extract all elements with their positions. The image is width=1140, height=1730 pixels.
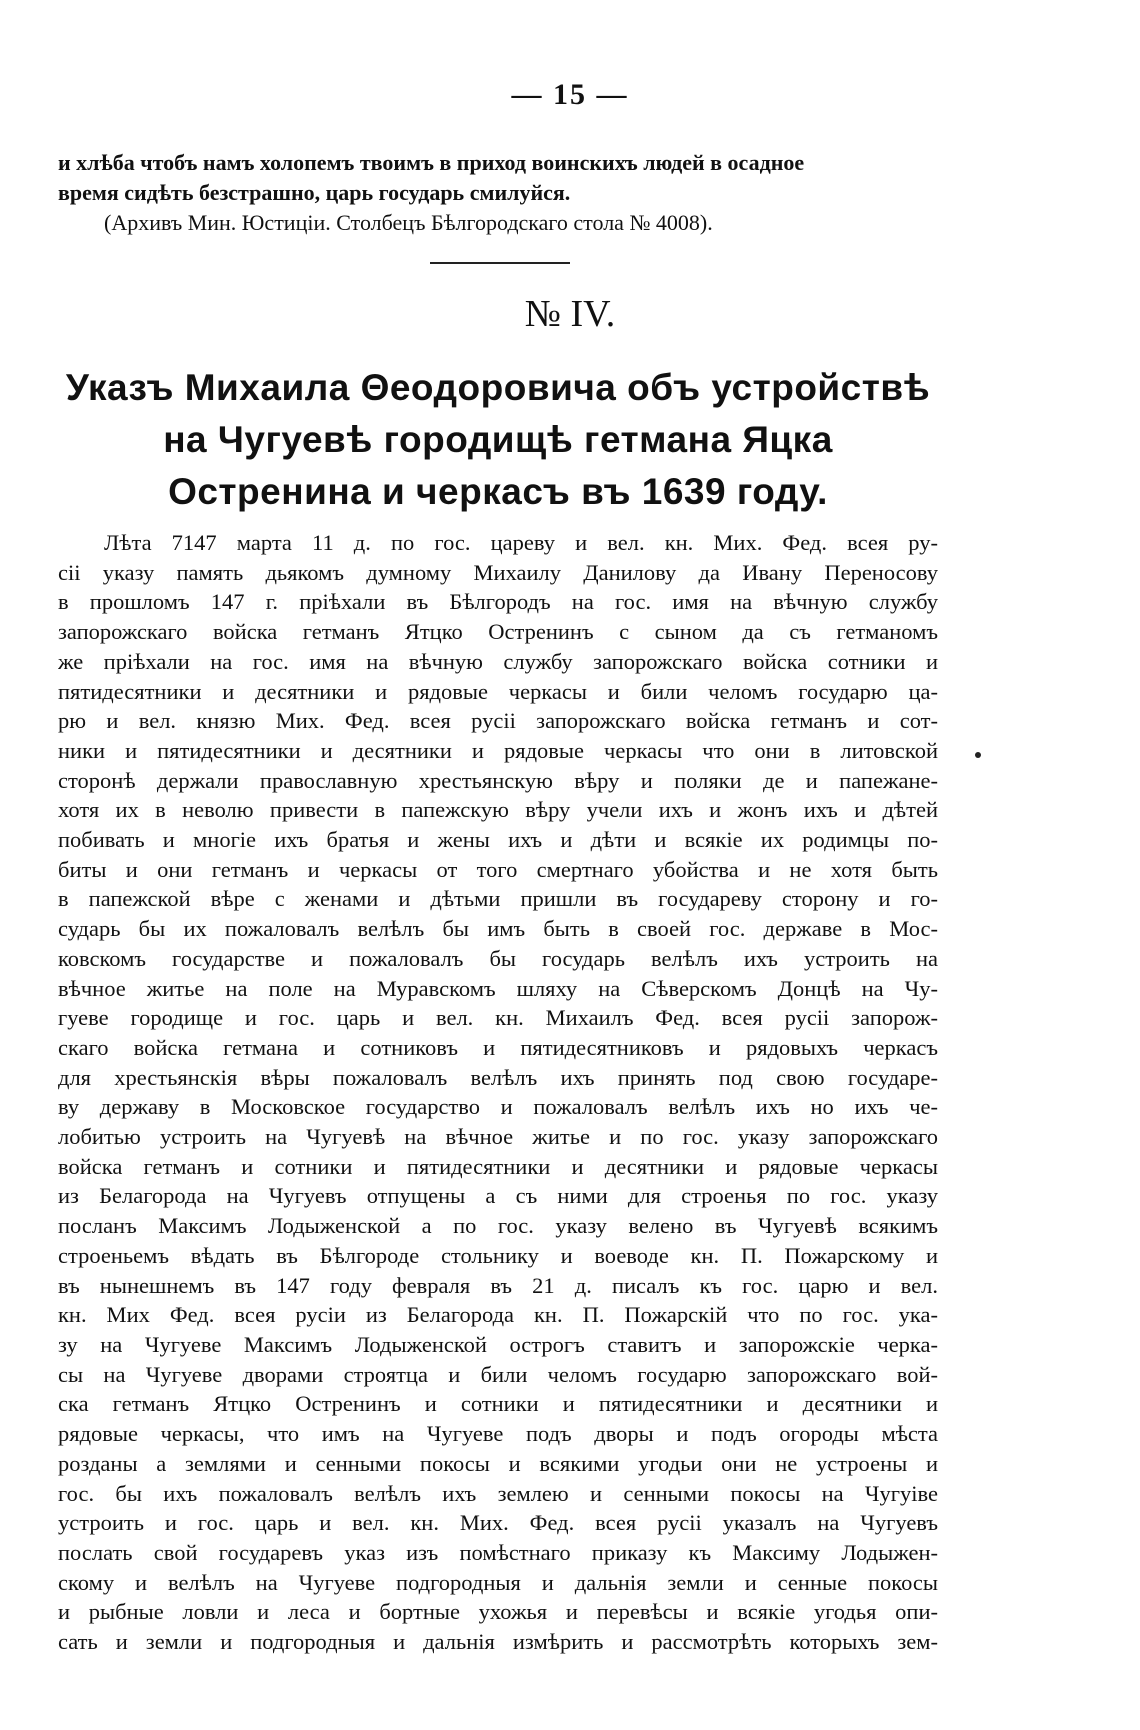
body-line: сы на Чугуеве дворами строятца и били челомъ государю запорожскаго вой- bbox=[58, 1361, 938, 1387]
document-body bbox=[58, 528, 938, 1657]
body-line: запорожскаго войска гетманъ Ятцко Остренинъ с сыном да съ гетманомъ bbox=[58, 619, 938, 645]
body-line: гос. бы ихъ пожаловалъ велѣлъ ихъ землею и сенными покосы на Чугуіве bbox=[58, 1480, 938, 1506]
body-line: устроить и гос. царь и вел. кн. Мих. Фед. всея русіі указалъ на Чугуевъ bbox=[58, 1510, 938, 1536]
body-line: и рыбные ловли и леса и бортные ухожья и перевѣсы и всякіе угодья опи- bbox=[58, 1599, 938, 1625]
archive-source-citation: (Архивъ Мин. Юстиціи. Столбецъ Бѣлгородскаго стола № 4008). bbox=[104, 210, 713, 235]
body-line: хотя их в неволю привести в папежскую вѣру учели ихъ и жонъ ихъ и дѣтей bbox=[58, 797, 938, 823]
body-line: въ нынешнемъ въ 147 году февраля въ 21 д. писалъ къ гос. царю и вел. bbox=[58, 1272, 938, 1298]
body-line: ска гетманъ Ятцко Остренинъ и сотники и пятидесятники и десятники и bbox=[58, 1391, 938, 1417]
body-line: лобитью устроить на Чугуевѣ на вѣчное житье и по гос. указу запорожскаго bbox=[58, 1124, 938, 1150]
document-number: № IV. bbox=[524, 293, 616, 335]
body-line: сторонѣ держали православную хрестьянскую вѣру и поляки де и папежане- bbox=[58, 767, 938, 793]
body-line: ву державу в Московское государство и пожаловалъ велѣлъ ихъ но ихъ че- bbox=[58, 1094, 938, 1120]
body-line: скаго войска гетмана и сотниковъ и пятидесятниковъ и рядовыхъ черкасъ bbox=[58, 1034, 938, 1060]
body-line: гуеве городище и гос. царь и вел. кн. Михаилъ Фед. всея русіі запорож- bbox=[58, 1005, 938, 1031]
body-line: сіі указу память дьякомъ думному Михаилу Данилову да Ивану Переносову bbox=[58, 559, 938, 585]
body-line: рядовые черкасы, что имъ на Чугуеве подъ дворы и подъ огороды мѣста bbox=[58, 1421, 938, 1447]
body-line: в прошломъ 147 г. пріѣхали въ Бѣлгородъ на гос. имя на вѣчную службу bbox=[58, 589, 938, 615]
body-line: рю и вел. князю Мих. Фед. всея русіі запорожскаго войска гетманъ и сот- bbox=[58, 708, 938, 734]
body-line: вѣчное житье на поле на Муравскомъ шляху на Сѣверскомъ Донцѣ на Чу- bbox=[58, 975, 938, 1001]
body-line: скому и велѣлъ на Чугуеве подгородныя и дальнія земли и сенные покосы bbox=[58, 1569, 938, 1595]
page-number: — 15 — bbox=[511, 78, 629, 111]
body-line: Лѣта 7147 марта 11 д. по гос. цареву и вел. кн. Мих. Фед. всея ру- bbox=[104, 530, 938, 555]
body-line: зу на Чугуеве Максимъ Лодыженской острогъ ставитъ и запорожскіе черка- bbox=[58, 1331, 938, 1357]
body-line: ники и пятидесятники и десятники и рядовые черкасы что они в литовской bbox=[58, 737, 938, 763]
body-line: пятидесятники и десятники и рядовые черкасы и били челомъ государю ца- bbox=[58, 678, 938, 704]
body-line: биты и они гетманъ и черкасы от того смертнаго убойства и не хотя быть bbox=[58, 856, 938, 882]
body-line: посланъ Максимъ Лодыженской а по гос. указу велено въ Чугуевѣ всякимъ bbox=[58, 1213, 938, 1239]
body-line: сударь бы их пожаловалъ велѣлъ бы имъ быть в своей гос. державе в Мос- bbox=[58, 916, 938, 942]
body-line: из Белагорода на Чугуевъ отпущены а съ ними для строенья по гос. указу bbox=[58, 1183, 938, 1209]
body-line: войска гетманъ и сотники и пятидесятники и десятники и рядовые черкасы bbox=[58, 1153, 938, 1179]
intro-line: время сидѣть безстрашно, царь государь смилуйся. bbox=[58, 180, 571, 205]
body-line: для хрестьянскія вѣры пожаловалъ велѣлъ ихъ принять под свою государе- bbox=[58, 1064, 938, 1090]
intro-paragraph bbox=[58, 148, 938, 238]
body-line: в папежской вѣре с женами и дѣтьми пришли въ государеву сторону и го- bbox=[58, 886, 938, 912]
body-line: розданы а землями и сенными покосы и всякими угодьи они не устроены и bbox=[58, 1450, 938, 1476]
body-line: кн. Мих Фед. всея русіи из Белагорода кн. П. Пожарскій что по гос. ука- bbox=[58, 1302, 938, 1328]
margin-speck bbox=[975, 752, 981, 758]
body-line: побивать и многіе ихъ братья и жены ихъ и дѣти и всякіе их родимцы по- bbox=[58, 827, 938, 853]
document-title: Указъ Михаила Θеодоровича объ устройствѣ на Чугуевѣ городищѣ гетмана Яцка Остренина и черкасъ въ 1639 году. bbox=[65, 367, 931, 512]
section-divider bbox=[430, 262, 570, 264]
body-line: послать свой государевъ указ изъ помѣстнаго приказу къ Максиму Лодыжен- bbox=[58, 1539, 938, 1565]
intro-line: и хлѣба чтобъ намъ холопемъ твоимъ в приход воинскихъ людей в осадное bbox=[58, 150, 805, 175]
body-line: ковскомъ государстве и пожаловалъ бы государь велѣлъ ихъ устроить на bbox=[58, 945, 938, 971]
body-line: строеньемъ вѣдать въ Бѣлгороде стольнику и воеводе кн. П. Пожарскому и bbox=[58, 1242, 938, 1268]
body-line: же пріѣхали на гос. имя на вѣчную службу запорожскаго войска сотники и bbox=[58, 648, 938, 674]
body-line: сать и земли и подгородныя и дальнія измѣрить и рассмотрѣть которыхъ зем- bbox=[58, 1629, 938, 1655]
